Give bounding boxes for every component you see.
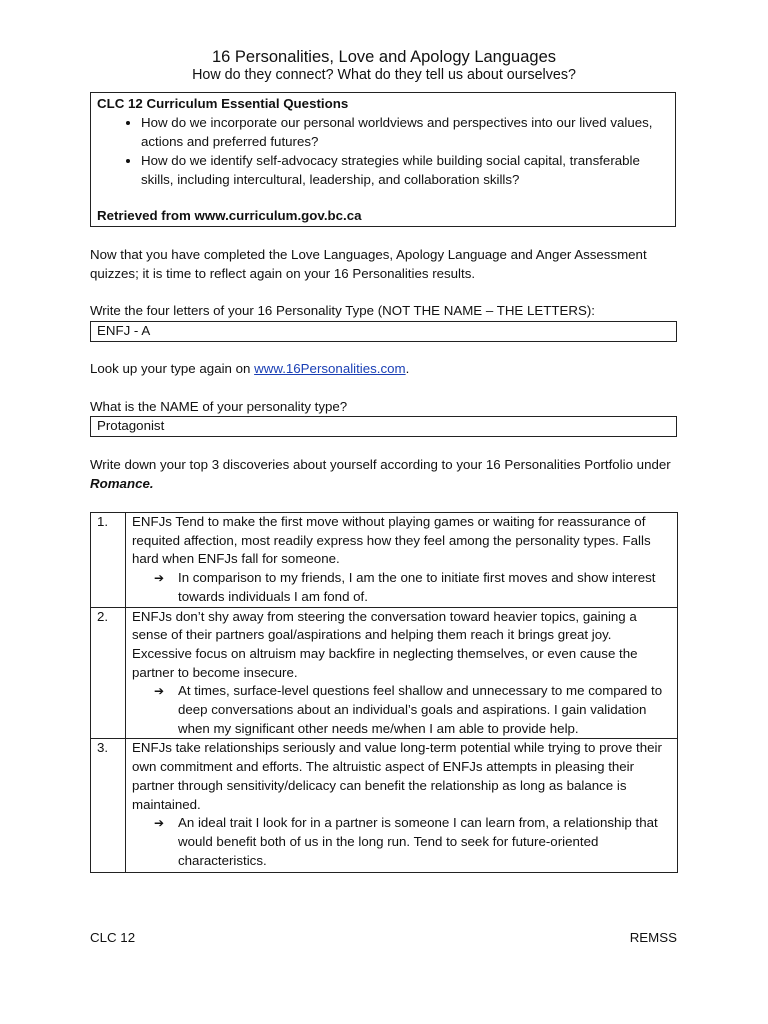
discovery-text: ENFJs don’t shy away from steering the conversation toward heavier topics, gaining a sense of their partners goal/aspirations and helping them reach it brings great joy. Excessive focus on altruism may backfire in neglecting themselves, or even cause the partner to become insecure. (132, 608, 638, 680)
page-subtitle: How do they connect? What do they tell us about ourselves? (192, 67, 576, 83)
row-number: 3. (91, 739, 126, 873)
discovery-text: ENFJs Tend to make the first move without playing games or waiting for reassurance of requited affection, most readily express how they feel among the personality types. Falls hard when ENFJs fall for someone. (132, 514, 651, 567)
reflection-line (154, 814, 673, 872)
essential-question-item: • How do we identify self-advocacy strategies while building social capital, transferable skills, including intercultural, leadership, and collaboration skills? (141, 151, 669, 189)
discoveries-prompt-text: Write down your top 3 discoveries about yourself according to your 16 Personalities Portfolio under (90, 457, 671, 472)
discovery-cell[interactable] (126, 739, 678, 873)
discoveries-prompt (90, 455, 680, 493)
row-number: 2. (91, 607, 126, 739)
essential-question-item: • How do we incorporate our personal worldviews and perspectives into our lived values, actions and preferred futures? (141, 113, 669, 151)
type-name-prompt: What is the NAME of your personality type? (90, 399, 348, 414)
reflection-text: At times, surface-level questions feel shallow and unnecessary to me compared to deep conversations about an individual’s goals and aspirations. I gain validation when my significant other needs me/when I am able to provide help. (178, 683, 663, 736)
type-letters-answer[interactable]: ENFJ - A (90, 321, 677, 342)
type-letters-prompt: Write the four letters of your 16 Personality Type (NOT THE NAME – THE LETTERS): (90, 303, 595, 318)
footer-school: REMSS (629, 930, 677, 945)
arrow-right-icon: ➔ (154, 816, 165, 831)
discovery-text: ENFJs take relationships seriously and value long-term potential while trying to prove their own commitment and efforts. The altruistic aspect of ENFJs attempts in pleasing their partner through sensitivity/delicacy can benefit the relationship as long as balance is maintained. (132, 740, 662, 812)
lookup-end: . (405, 361, 410, 376)
reflection-text: In comparison to my friends, I am the one to initiate first moves and show interest towards individuals I am fond of. (178, 570, 656, 604)
table-row (91, 739, 678, 873)
discovery-cell[interactable] (126, 513, 678, 608)
row-number: 1. (91, 513, 126, 608)
table-row (91, 607, 678, 739)
table-row (91, 513, 678, 608)
reflection-text: An ideal trait I look for in a partner is someone I can learn from, a relationship that would benefit both of us in the long run. Tend to seek for future-oriented characteristics. (178, 815, 658, 868)
essential-questions-box (90, 92, 676, 227)
essential-questions-heading: CLC 12 Curriculum Essential Questions (97, 96, 349, 111)
lookup-text: Look up your type again on (90, 361, 255, 376)
reflection-line (154, 682, 673, 738)
type-name-answer[interactable]: Protagonist (90, 416, 677, 437)
page-title: 16 Personalities, Love and Apology Languages (211, 48, 556, 66)
romance-emphasis: Romance. (90, 476, 154, 491)
essential-questions-list (97, 113, 669, 189)
footer-course: CLC 12 (90, 930, 136, 945)
curriculum-source: Retrieved from www.curriculum.gov.bc.ca (97, 208, 362, 223)
lookup-paragraph (90, 359, 680, 378)
arrow-right-icon: ➔ (154, 684, 165, 699)
intro-paragraph: Now that you have completed the Love Languages, Apology Language and Anger Assessment quizzes; it is time to reflect again on your 16 Personalities results. (90, 247, 647, 281)
16personalities-link[interactable]: www.16Personalities.com (254, 361, 406, 376)
reflection-line (154, 569, 673, 606)
arrow-right-icon: ➔ (154, 571, 165, 586)
discoveries-table (90, 512, 678, 873)
discovery-cell[interactable] (126, 607, 678, 739)
